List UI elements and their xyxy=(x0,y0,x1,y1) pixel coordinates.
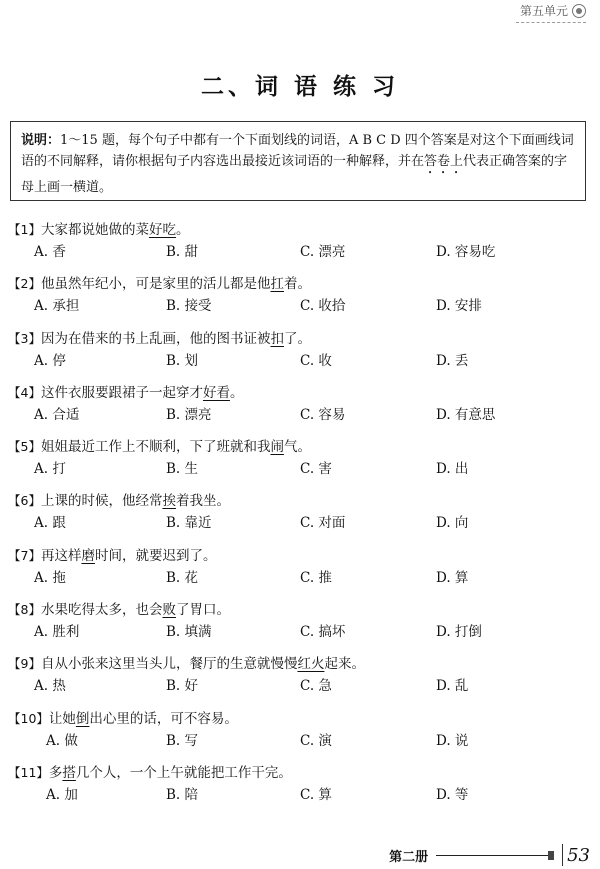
option-a[interactable]: A. 跟 xyxy=(34,515,66,532)
option-b[interactable]: B. 甜 xyxy=(166,244,199,260)
instruction-label: 说明： xyxy=(21,133,61,148)
option-row xyxy=(8,458,578,480)
unit-dashed-line xyxy=(516,22,586,23)
option-a[interactable]: A. 拖 xyxy=(34,569,66,586)
underlined-word: 败 xyxy=(162,602,176,619)
footer-divider xyxy=(562,844,563,866)
stem-after: 着我坐。 xyxy=(175,493,230,510)
option-c[interactable]: C. 急 xyxy=(300,678,332,695)
option-c[interactable]: C. 收拾 xyxy=(300,298,346,315)
option-d[interactable]: D. 打倒 xyxy=(436,624,482,641)
unit-label: 第五单元 xyxy=(519,4,568,18)
option-row xyxy=(8,730,578,752)
instruction-text: 1～15 题，每个句子中都有一个下面划线的词语，A B C D 四个答案是对这个下面画线词语的不同解释，请你根据句子内容选出最接近该词语的一种解释，并在 xyxy=(21,133,574,169)
question-number: 【7】 xyxy=(8,547,41,563)
underlined-word: 挨 xyxy=(162,493,176,510)
option-c[interactable]: C. 演 xyxy=(300,732,332,749)
stem-before: 大家都说她做的菜 xyxy=(40,222,149,238)
question-stem xyxy=(8,219,578,241)
stem-before: 让她 xyxy=(48,710,76,727)
stem-before: 上课的时候，他经常 xyxy=(40,493,163,510)
target-icon xyxy=(572,4,586,18)
question-stem xyxy=(8,708,578,730)
underlined-word: 红火 xyxy=(297,656,325,673)
option-b[interactable]: B. 陪 xyxy=(166,786,199,803)
stem-after: 了胃口。 xyxy=(175,602,230,619)
question-item xyxy=(8,219,578,273)
underlined-word: 闹 xyxy=(270,439,284,456)
question-stem xyxy=(8,762,578,784)
stem-after: 出心里的话，可不容易。 xyxy=(89,710,238,727)
option-a[interactable]: A. 承担 xyxy=(34,298,80,315)
instruction-emphasis: 答卷上 xyxy=(424,154,464,169)
question-number: 【5】 xyxy=(8,439,41,455)
stem-after: 起来。 xyxy=(324,656,365,673)
question-number: 【8】 xyxy=(8,602,41,618)
option-b[interactable]: B. 填满 xyxy=(166,624,212,641)
question-item xyxy=(8,382,578,436)
option-row xyxy=(8,295,578,317)
option-c[interactable]: C. 搞坏 xyxy=(300,624,346,641)
question-number: 【4】 xyxy=(8,384,41,400)
option-c[interactable]: C. 容易 xyxy=(300,406,346,423)
question-item xyxy=(8,708,578,762)
unit-tag xyxy=(520,2,586,19)
stem-after: 。 xyxy=(175,222,190,238)
stem-after: 。 xyxy=(229,384,244,401)
option-row xyxy=(8,675,578,697)
option-d[interactable]: D. 乱 xyxy=(436,678,469,695)
underlined-word: 好看 xyxy=(202,384,230,401)
option-row xyxy=(8,784,578,806)
option-b[interactable]: B. 划 xyxy=(166,352,199,369)
option-row xyxy=(8,512,578,534)
option-d[interactable]: D. 容易吃 xyxy=(436,244,496,260)
option-c[interactable]: C. 收 xyxy=(300,352,332,369)
option-b[interactable]: B. 花 xyxy=(166,569,199,586)
underlined-word: 磨 xyxy=(81,547,95,564)
question-item xyxy=(8,653,578,707)
section-title: 二、词 语 练 习 xyxy=(200,74,400,100)
question-stem xyxy=(8,653,578,675)
question-item xyxy=(8,545,578,599)
option-row xyxy=(8,404,578,426)
question-number: 【11】 xyxy=(8,764,49,780)
option-c[interactable]: C. 对面 xyxy=(300,515,346,532)
option-d[interactable]: D. 等 xyxy=(436,786,469,803)
question-number: 【6】 xyxy=(8,493,41,509)
question-stem xyxy=(8,273,578,295)
option-d[interactable]: D. 向 xyxy=(436,515,469,532)
question-list xyxy=(8,219,578,816)
option-b[interactable]: B. 接受 xyxy=(166,298,212,315)
option-d[interactable]: D. 算 xyxy=(436,569,469,586)
option-d[interactable]: D. 出 xyxy=(436,461,469,478)
option-d[interactable]: D. 安排 xyxy=(436,298,482,315)
option-d[interactable]: D. 丢 xyxy=(436,352,469,369)
option-b[interactable]: B. 漂亮 xyxy=(166,406,212,423)
instruction-box xyxy=(10,121,586,201)
option-d[interactable]: D. 有意思 xyxy=(436,406,496,423)
stem-after: 几个人，一个上午就能把工作干完。 xyxy=(75,764,292,781)
question-item xyxy=(8,436,578,490)
option-a[interactable]: A. 停 xyxy=(34,352,66,369)
question-number: 【2】 xyxy=(8,276,41,292)
option-row xyxy=(8,621,578,643)
stem-before: 因为在借来的书上乱画，他的图书证被 xyxy=(40,330,271,347)
option-c[interactable]: C. 算 xyxy=(300,786,332,803)
underlined-word: 好吃 xyxy=(148,222,176,238)
question-item xyxy=(8,273,578,327)
question-stem xyxy=(8,599,578,621)
option-b[interactable]: B. 写 xyxy=(166,732,199,749)
stem-before: 姐姐最近工作上不顺利，下了班就和我 xyxy=(40,439,271,456)
stem-before: 自从小张来这里当头儿，餐厅的生意就慢慢 xyxy=(40,656,298,673)
option-a[interactable]: A. 加 xyxy=(46,786,78,803)
option-b[interactable]: B. 靠近 xyxy=(166,515,212,532)
underlined-word: 倒 xyxy=(75,710,90,727)
option-b[interactable]: B. 生 xyxy=(166,461,199,478)
question-item xyxy=(8,490,578,544)
stem-before: 这件衣服要跟裙子一起穿才 xyxy=(40,384,203,401)
stem-after: 了。 xyxy=(283,330,311,347)
question-stem xyxy=(8,490,578,512)
footer-rule xyxy=(436,855,552,856)
question-stem xyxy=(8,328,578,350)
stem-before: 多 xyxy=(48,764,63,781)
option-row xyxy=(8,350,578,372)
instruction-text-end: 代表正确答案的字母上画一横道。 xyxy=(21,154,568,195)
option-c[interactable]: C. 推 xyxy=(300,569,332,586)
option-a[interactable]: A. 做 xyxy=(46,732,78,749)
question-item xyxy=(8,328,578,382)
book-volume: 第二册 xyxy=(389,849,429,865)
question-number: 【1】 xyxy=(8,222,41,237)
underlined-word: 扛 xyxy=(270,276,284,293)
option-row xyxy=(8,241,578,263)
question-item xyxy=(8,599,578,653)
option-d[interactable]: D. 说 xyxy=(436,732,469,749)
option-a[interactable]: A. 打 xyxy=(34,461,66,478)
page-number: 53 xyxy=(567,844,590,866)
option-a[interactable]: A. 香 xyxy=(34,244,66,260)
option-b[interactable]: B. 好 xyxy=(166,678,199,695)
question-number: 【10】 xyxy=(8,710,49,726)
stem-after: 着。 xyxy=(283,276,311,293)
stem-after: 气。 xyxy=(283,439,311,456)
page-footer xyxy=(389,843,590,867)
question-number: 【3】 xyxy=(8,330,41,346)
question-number: 【9】 xyxy=(8,656,41,672)
underlined-word: 扣 xyxy=(270,330,284,347)
stem-after: 时间，就要迟到了。 xyxy=(94,547,217,564)
option-row xyxy=(8,567,578,589)
option-a[interactable]: A. 热 xyxy=(34,678,66,695)
option-c[interactable]: C. 害 xyxy=(300,461,332,478)
option-a[interactable]: A. 胜利 xyxy=(34,624,80,641)
question-stem xyxy=(8,545,578,567)
question-stem xyxy=(8,436,578,458)
option-a[interactable]: A. 合适 xyxy=(34,406,80,423)
underlined-word: 搭 xyxy=(62,764,76,781)
question-item xyxy=(8,762,578,816)
option-c[interactable]: C. 漂亮 xyxy=(300,244,346,260)
stem-before: 水果吃得太多，也会 xyxy=(40,602,163,619)
question-stem xyxy=(8,382,578,404)
stem-before: 他虽然年纪小，可是家里的活儿都是他 xyxy=(40,276,271,293)
stem-before: 再这样 xyxy=(40,547,82,564)
